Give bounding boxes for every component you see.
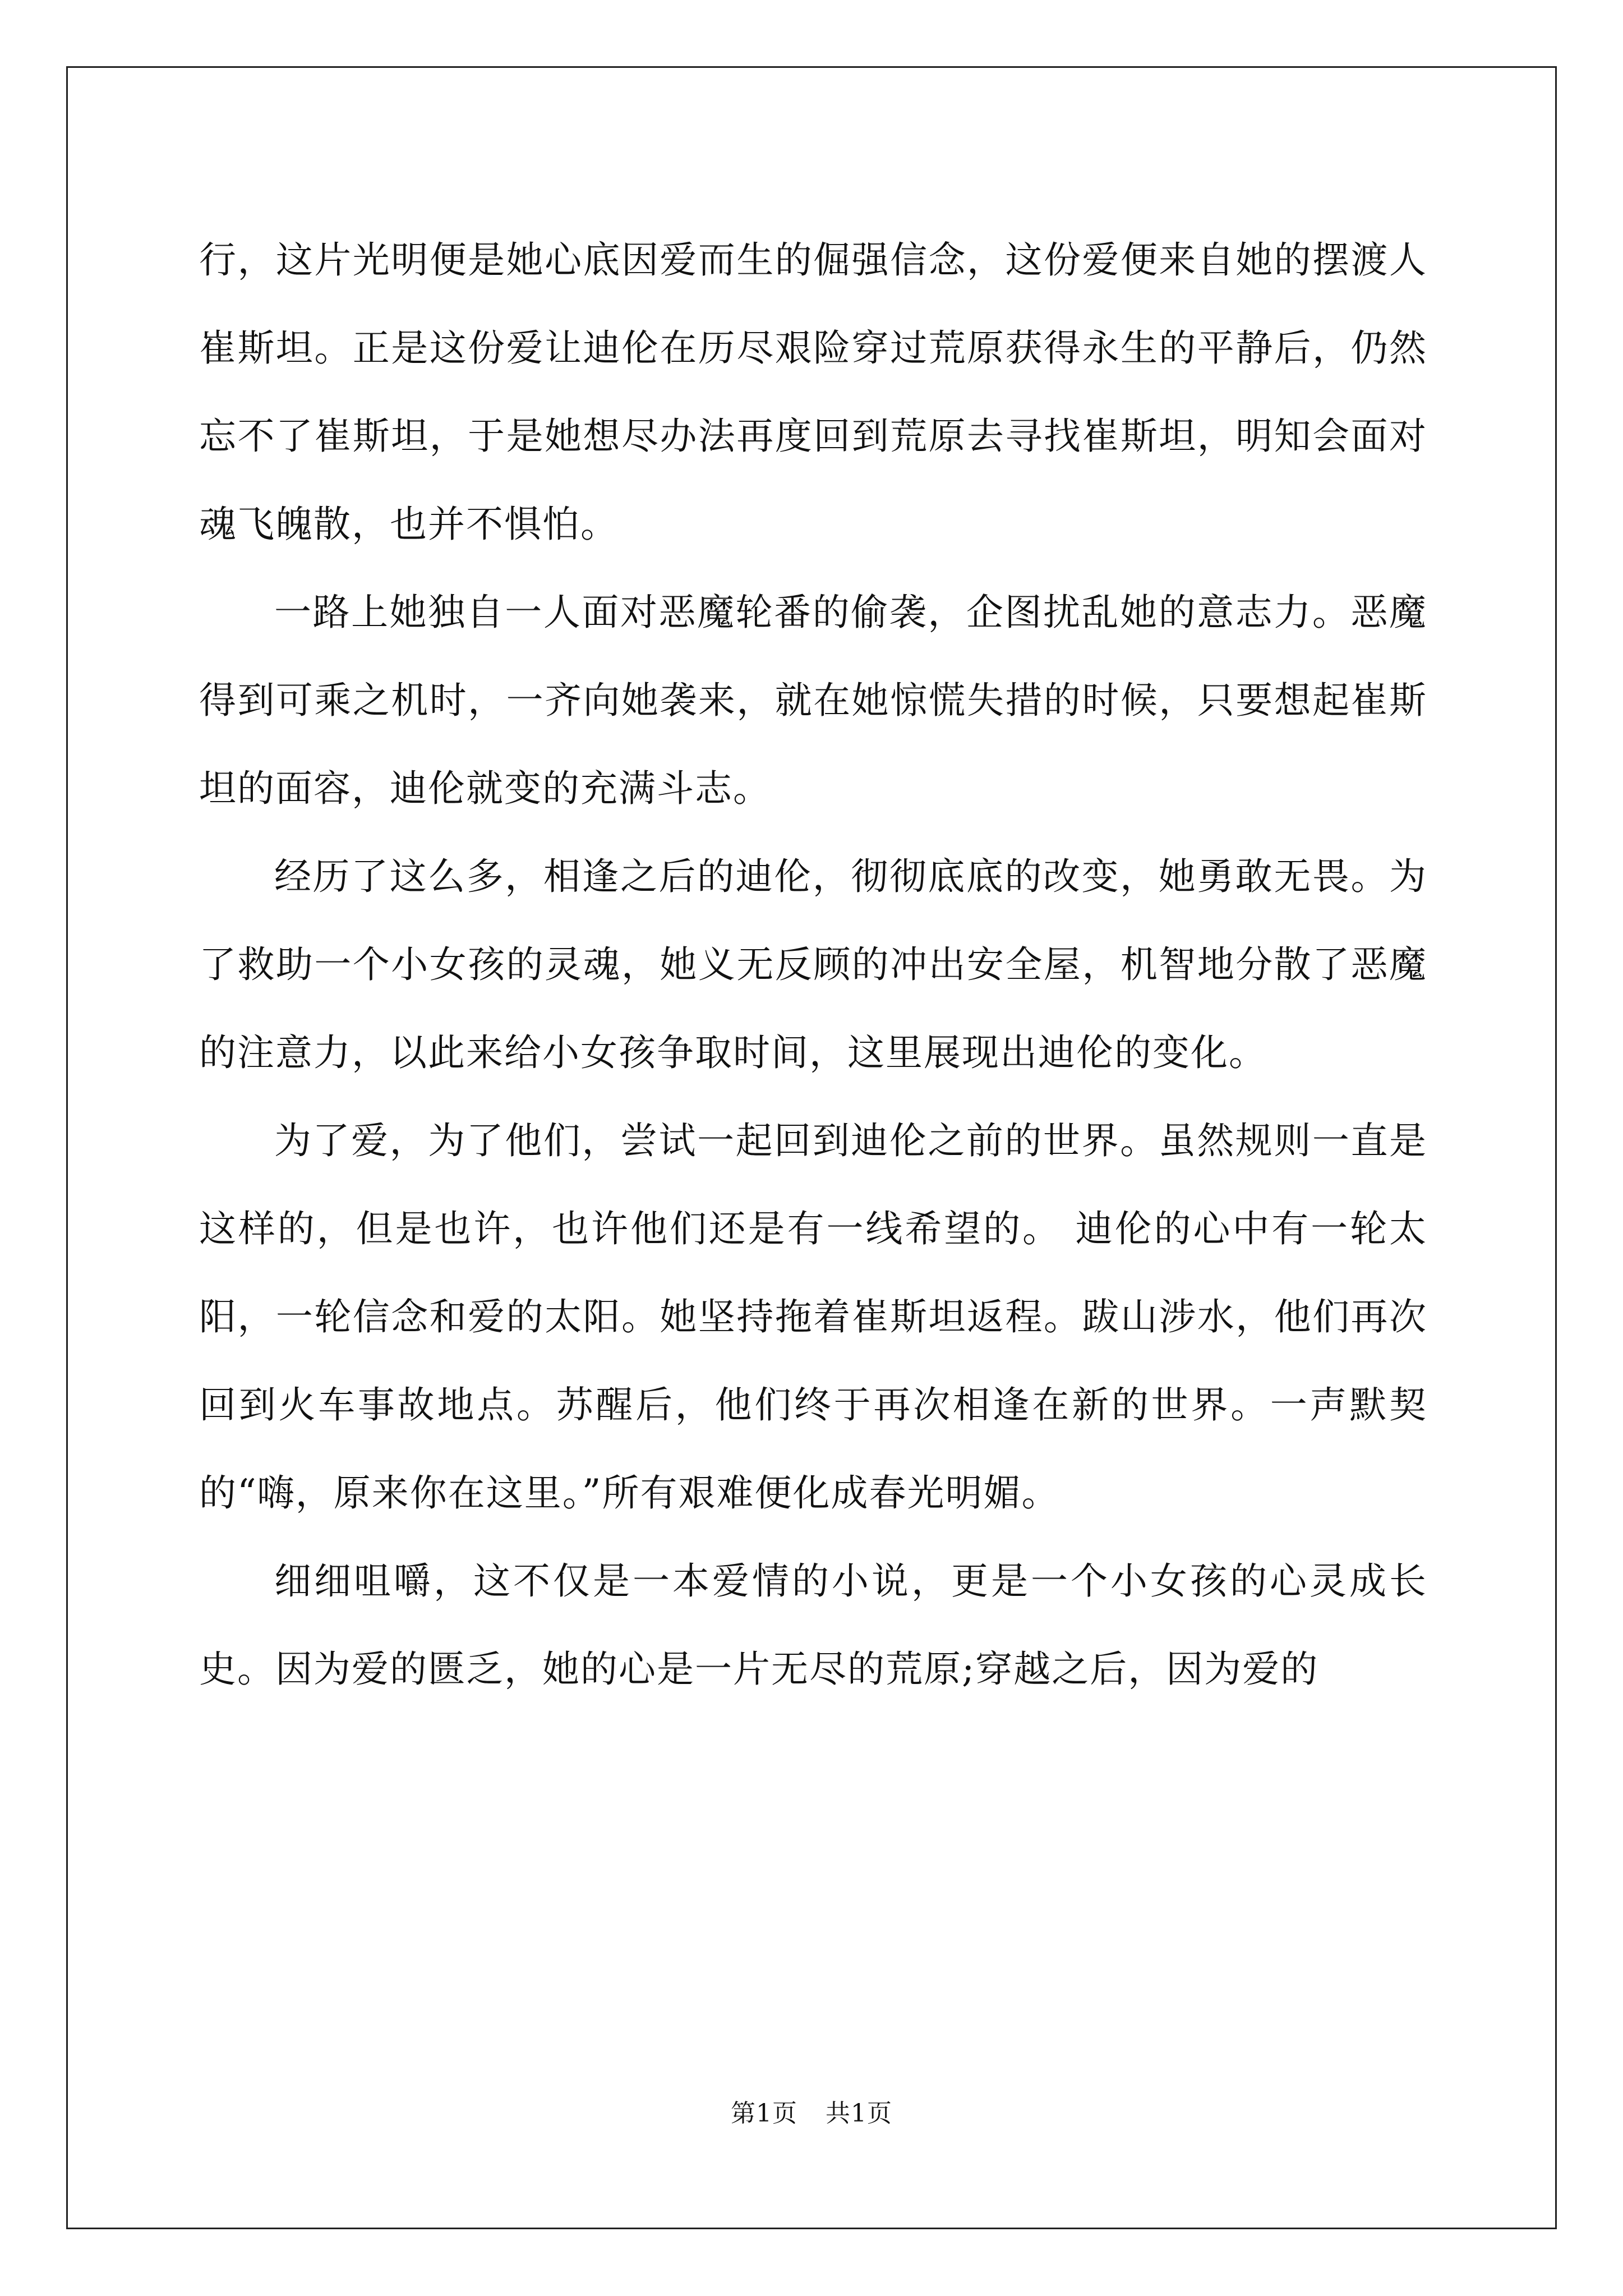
page-total: 共1页	[826, 2099, 892, 2128]
page-number: 第1页	[731, 2099, 797, 2128]
document-body	[199, 216, 1427, 1713]
paragraph-1: 行，这片光明便是她心底因爱而生的倔强信念，这份爱便来自她的摆渡人崔斯坦。正是这份爱让迪伦在历尽艰险穿过荒原获得永生的平静后，仍然忘不了崔斯坦，于是她想尽办法再度回到荒原去寻找崔斯坦，明知会面对魂飞魄散，也并不惧怕。	[199, 238, 1427, 546]
paragraph-3: 经历了这么多，相逢之后的迪伦，彻彻底底的改变，她勇敢无畏。为了救助一个小女孩的灵魂，她义无反顾的冲出安全屋，机智地分散了恶魔的注意力，以此来给小女孩争取时间，这里展现出迪伦的变化。	[199, 855, 1427, 1074]
paragraph-2: 一路上她独自一人面对恶魔轮番的偷袭，企图扰乱她的意志力。恶魔得到可乘之机时，一齐向她袭来，就在她惊慌失措的时候，只要想起崔斯坦的面容，迪伦就变的充满斗志。	[199, 591, 1427, 810]
paragraph-5: 细细咀嚼，这不仅是一本爱情的小说，更是一个小女孩的心灵成长史。因为爱的匮乏，她的心是一片无尽的荒原;穿越之后，因为爱的	[199, 1559, 1427, 1691]
page-footer	[0, 2097, 1623, 2131]
paragraph-4: 为了爱，为了他们，尝试一起回到迪伦之前的世界。虽然规则一直是这样的，但是也许，也许他们还是有一线希望的。 迪伦的心中有一轮太阳，一轮信念和爱的太阳。她坚持拖着崔斯坦返程。跋山涉水，他们再次回到火车事故地点。苏醒后，他们终于再次相逢在新的世界。一声默契的“嗨，原来你在这里。”所有艰难便化成春光明媚。	[199, 1119, 1427, 1515]
